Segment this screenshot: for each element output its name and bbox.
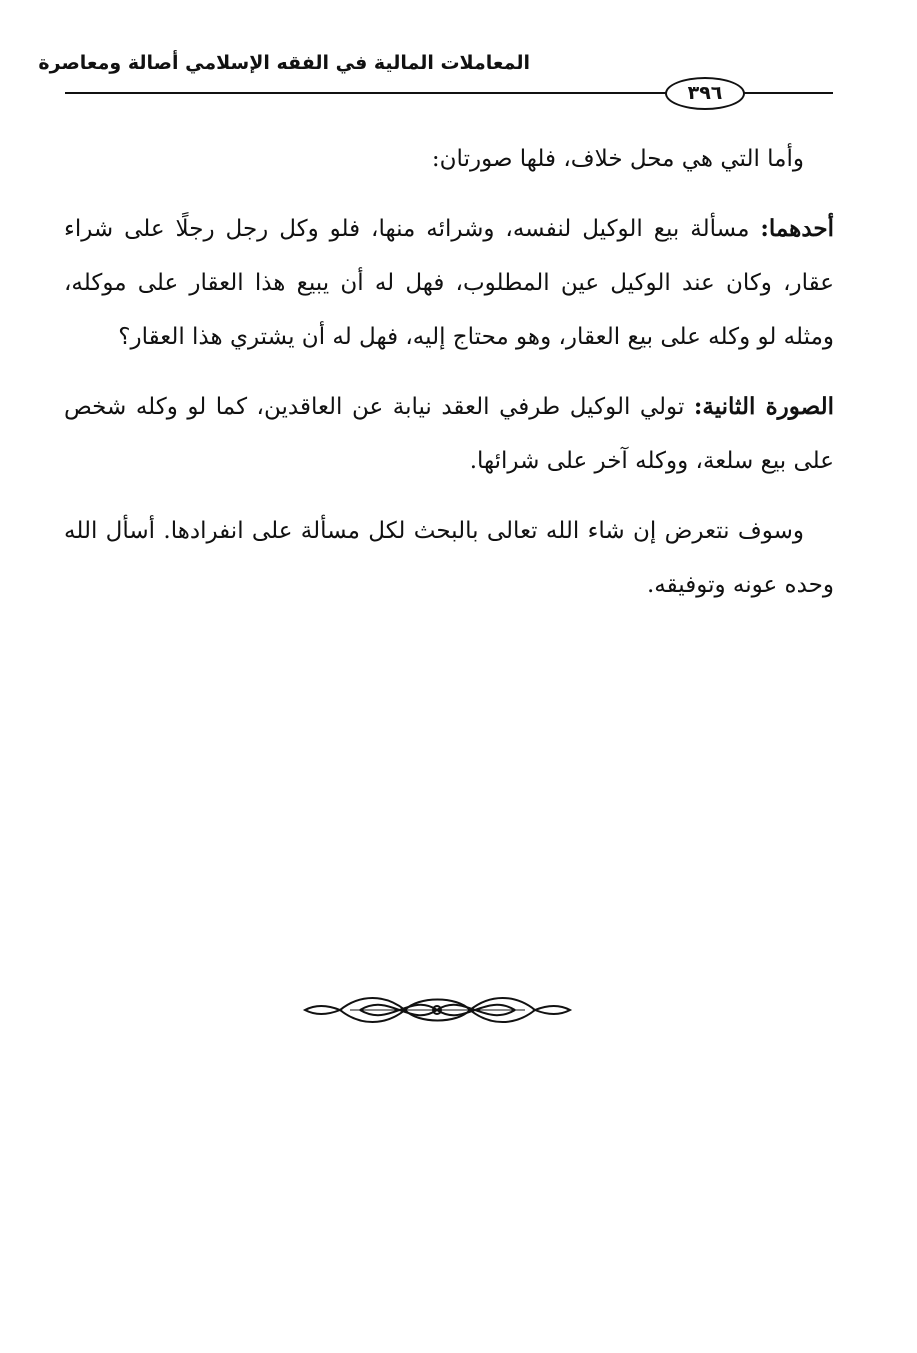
paragraph-first-case	[64, 202, 834, 364]
page-number: ٣٩٦	[665, 77, 745, 110]
paragraph-intro-text: وأما التي هي محل خلاف، فلها صورتان:	[431, 146, 804, 172]
paragraph-intro	[64, 132, 834, 186]
paragraph-first-case-text: مسألة بيع الوكيل لنفسه، وشرائه منها، فلو وكل رجل رجلًا على شراء عقار، وكان عند الوكيل عين المطلوب، فهل له أن يبيع هذا العقار على موكله، ومثله لو وكله على بيع العقار، وهو محتاج إليه، فهل له أن يشتري هذا العقار؟	[64, 216, 834, 350]
paragraph-closing-text: وسوف نتعرض إن شاء الله تعالى بالبحث لكل مسألة على انفرادها. أسأل الله وحده عونه وتوفيقه.	[64, 518, 834, 598]
body-text	[64, 132, 834, 628]
paragraph-second-case-lead: الصورة الثانية:	[693, 393, 834, 420]
paragraph-first-case-lead: أحدهما:	[760, 215, 834, 242]
running-header: المعاملات المالية في الفقه الإسلامي أصالة ومعاصرة	[38, 52, 530, 74]
paragraph-second-case-text: تولي الوكيل طرفي العقد نيابة عن العاقدين، كما لو وكله شخص على بيع سلعة، ووكله آخر على شرائها.	[64, 394, 834, 474]
paragraph-closing	[64, 504, 834, 612]
ornament-divider-icon	[300, 990, 575, 1030]
paragraph-second-case	[64, 380, 834, 488]
